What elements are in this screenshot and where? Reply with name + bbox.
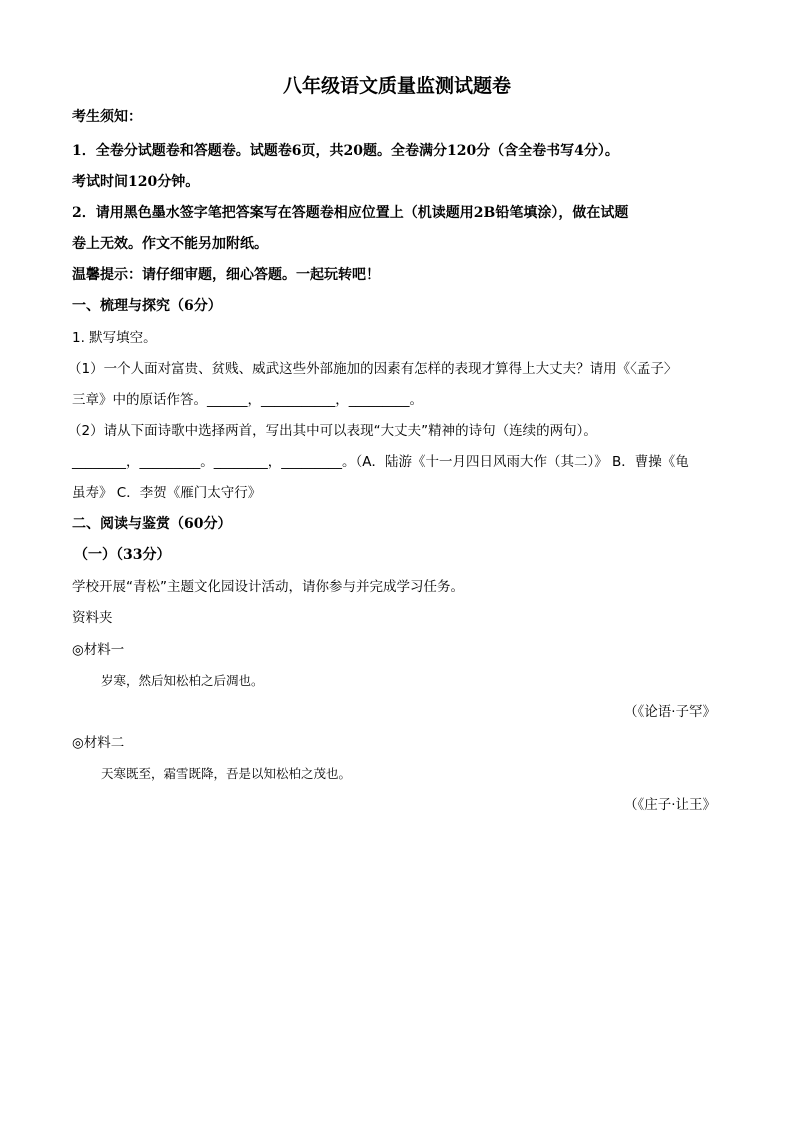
section-2-heading: 二、阅读与鉴赏（60分） (72, 516, 232, 532)
resource-folder-label: 资料夹 (72, 610, 113, 626)
page-title: 八年级语文质量监测试题卷 (282, 75, 511, 97)
warm-tip: 温馨提示：请仔细审题，细心答题。一起玩转吧！ (72, 267, 380, 283)
material-2-source: （《庄子·让王》 (623, 797, 716, 813)
subsection-1-heading: （一）（33分） (74, 547, 171, 563)
question-1-2-line-2: ________，_________。________，_________。（A．陆游《十一月四日风雨大作（其二）》 B．曹操《龟 (72, 454, 689, 470)
material-2-label: ◎材料二 (72, 735, 125, 751)
notice-item-1-line-1: 1．全卷分试题卷和答题卷。试题卷6页，共20题。全卷满分120分（含全卷书写4分）。 (72, 143, 619, 159)
section-1-heading: 一、梳理与探究（6分） (72, 298, 222, 314)
question-1-2-line-3: 虽寿》 C．李贺《雁门太守行》 (72, 485, 262, 501)
question-1-1-line-1: （1）一个人面对富贵、贫贱、威武这些外部施加的因素有怎样的表现才算得上大丈夫？请用《〈孟子〉 (68, 361, 678, 377)
material-1-source: （《论语·子罕》 (623, 704, 716, 720)
material-1-label: ◎材料一 (72, 642, 125, 658)
task-intro: 学校开展“青松”主题文化园设计活动，请你参与并完成学习任务。 (72, 579, 464, 595)
question-1-2-line-1: （2）请从下面诗歌中选择两首，写出其中可以表现“大丈夫”精神的诗句（连续的两句）。 (68, 423, 597, 439)
notice-item-2-line-1: 2．请用黑色墨水签字笔把答案写在答题卷相应位置上（机读题用2B铅笔填涂），做在试题 (72, 205, 629, 221)
notice-item-2-line-2: 卷上无效。作文不能另加附纸。 (72, 236, 268, 252)
question-1-1-line-2: 三章》中的原话作答。______，___________，_________。 (72, 392, 423, 408)
question-1: 1. 默写填空。 (72, 330, 157, 346)
notice-heading: 考生须知： (72, 109, 142, 125)
material-1-text: 岁寒，然后知松柏之后凋也。 (101, 673, 264, 688)
material-2-text: 天寒既至，霜雪既降，吾是以知松柏之茂也。 (101, 766, 352, 781)
notice-item-1-line-2: 考试时间120分钟。 (72, 174, 200, 190)
